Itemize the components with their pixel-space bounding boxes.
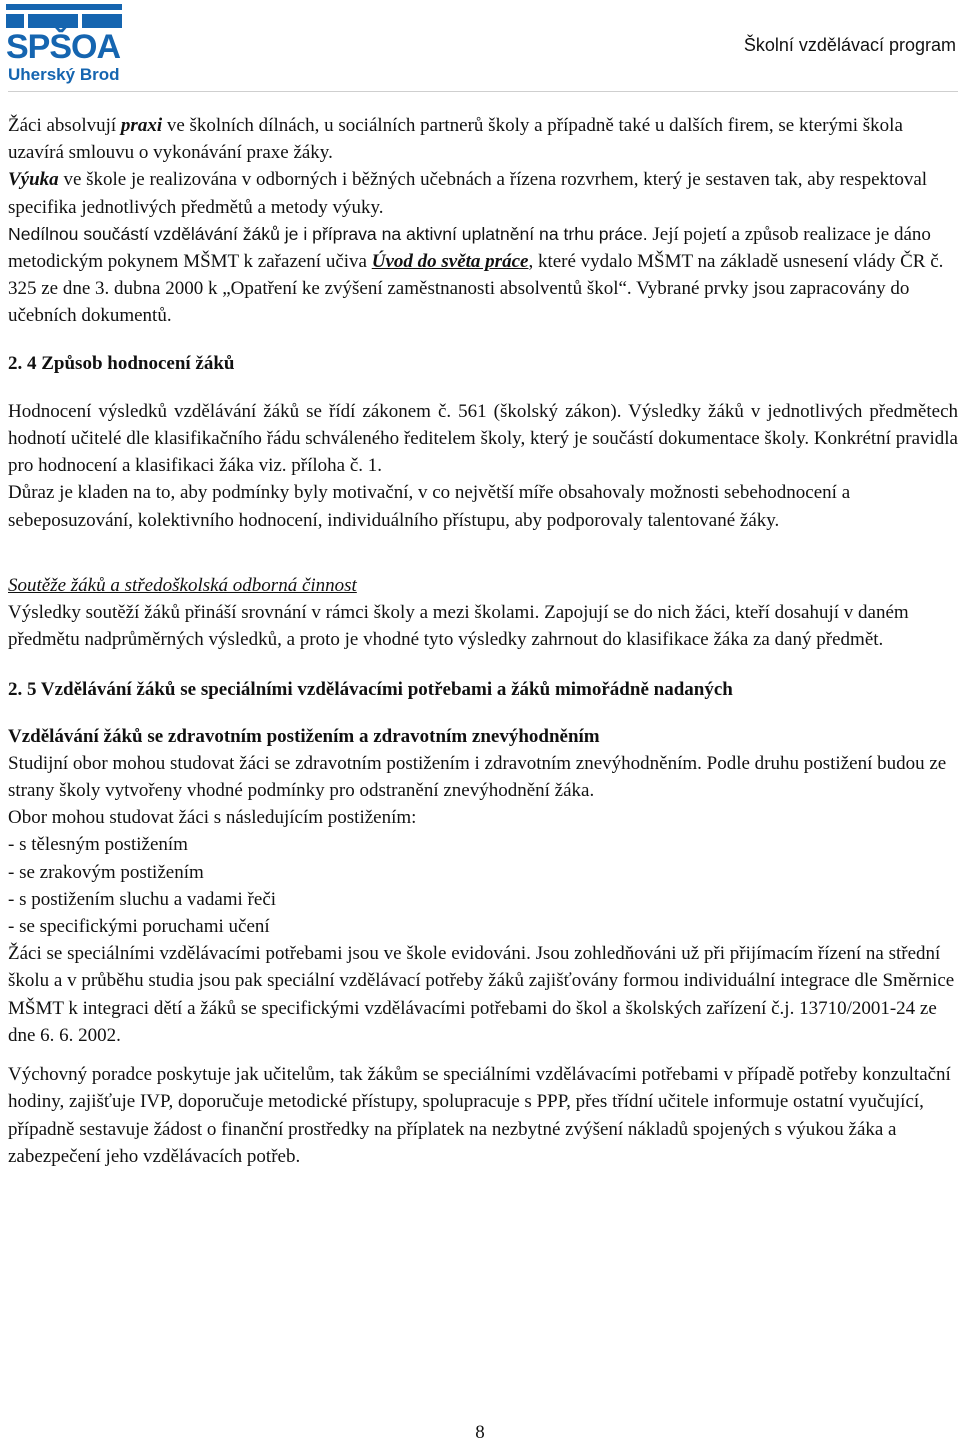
health-subheading: Vzdělávání žáků se zdravotním postižením a zdravotním znevýhodněním: [8, 725, 600, 747]
section-heading-2-5: 2. 5 Vzdělávání žáků se speciálními vzdělávacími potřebami a žáků mimořádně nadaných: [8, 679, 733, 701]
competitions-paragraph: Výsledky soutěží žáků přináší srovnání v rámci školy a mezi školami. Zapojují se do nich žáci, kteří dosahují v daném předmětu nadprůměrných výsledků, a proto je vhodné tyto výsledky zahrnout do klasifikace žáka za daný předmět.: [8, 602, 909, 651]
special-needs-paragraph: Žáci se speciálními vzdělávacími potřebami jsou ve škole evidováni. Jsou zohledňováni už při přijímacím řízení na střední školu a v průběhu studia jsou pak speciální vzdělávací potřeby žáků zajišťovány formou individuální integrace dle Směrnice MŠMT k integraci dětí a žáků se specifickými vzdělávacími potřebami do škol a školských zařízení č.j. 13710/2001-24 ze dne 6. 6. 2002.: [8, 943, 955, 1046]
competitions-title: Soutěže žáků a středoškolská odborná činnost: [8, 574, 357, 596]
document-title: Školní vzdělávací program: [743, 35, 956, 55]
page-header: [0, 0, 960, 90]
health-paragraph: Studijní obor mohou studovat žáci se zdravotním postižením i zdravotním znevýhodněním. Podle druhu postižení budou ze strany školy vytvořeny vhodné podmínky pro odstranění znevýhodnění žáka.: [8, 752, 947, 802]
list-item: - se zrakovým postižením: [8, 861, 204, 883]
school-logo: [6, 4, 122, 86]
assessment-paragraph: Hodnocení výsledků vzdělávání žáků se řídí zákonem č. 561 (školský zákon). Výsledky žáků v jednotlivých předmětech hodnotí učitelé dle klasifikačního řádu schváleného ředitelem školy, který je součástí dokumentace školy. Konkrétní pravidla pro hodnocení a klasifikaci žáka viz. příloha č. 1.: [8, 400, 958, 477]
list-item: - se specifickými poruchami učení: [8, 916, 270, 938]
logo-text: SPŠOA: [6, 28, 121, 66]
list-item: - s postižením sluchu a vadami řeči: [8, 888, 277, 910]
disability-list-intro: Obor mohou studovat žáci s následujícím postižením:: [8, 807, 417, 829]
logo-subtitle: Uherský Brod: [8, 65, 120, 84]
page-content: [8, 112, 958, 1170]
labour-market-paragraph: Nedílnou součástí vzdělávání žáků je i příprava na aktivní uplatnění na trhu práce. Její pojetí a způsob realizace je dáno metodickým pokynem MŠMT k zařazení učiva Úvod do světa práce, které vydalo MŠMT na základě usnesení vlády ČR č. 325 ze dne 3. dubna 2000 k „Opatření ke zvýšení zaměstnanosti absolventů škol“. Vybrané prvky jsou zapracovány do učebních dokumentů.: [8, 223, 944, 327]
motivation-paragraph: Důraz je kladen na to, aby podmínky byly motivační, v co největší míře obsahovaly možnosti sebehodnocení a sebeposuzování, kolektivního hodnocení, individuálního přístupu, aby podporovaly talentované žáky.: [8, 482, 851, 531]
section-heading-2-4: 2. 4 Způsob hodnocení žáků: [8, 352, 235, 374]
counsellor-paragraph: Výchovný poradce poskytuje jak učitelům, tak žákům se speciálními vzdělávacími potřebami v případě potřeby konzultační hodiny, zajišťuje IVP, doporučuje metodické přístupy, spolupracuje s PPP, přes třídní učitele informuje ostatní vyučující, případně sestavuje žádost o finanční prostředky na příplatek na nezbytné zvýšení nákladů spojených s výukou žáka a zabezpečení jeho vzdělávacích potřeb.: [8, 1064, 951, 1167]
teaching-paragraph: Výuka ve škole je realizována v odborných i běžných učebnách a řízena rozvrhem, který je sestaven tak, aby respektoval specifika jednotlivých předmětů a metody výuky.: [8, 169, 928, 218]
practice-paragraph: Žáci absolvují praxi ve školních dílnách, u sociálních partnerů školy a případně také u dalších firem, se kterými škola uzavírá smlouvu o vykonávání praxe žáky.: [8, 115, 903, 164]
list-item: - s tělesným postižením: [8, 834, 188, 856]
header-divider: [8, 91, 958, 92]
page-number: 8: [475, 1422, 485, 1443]
